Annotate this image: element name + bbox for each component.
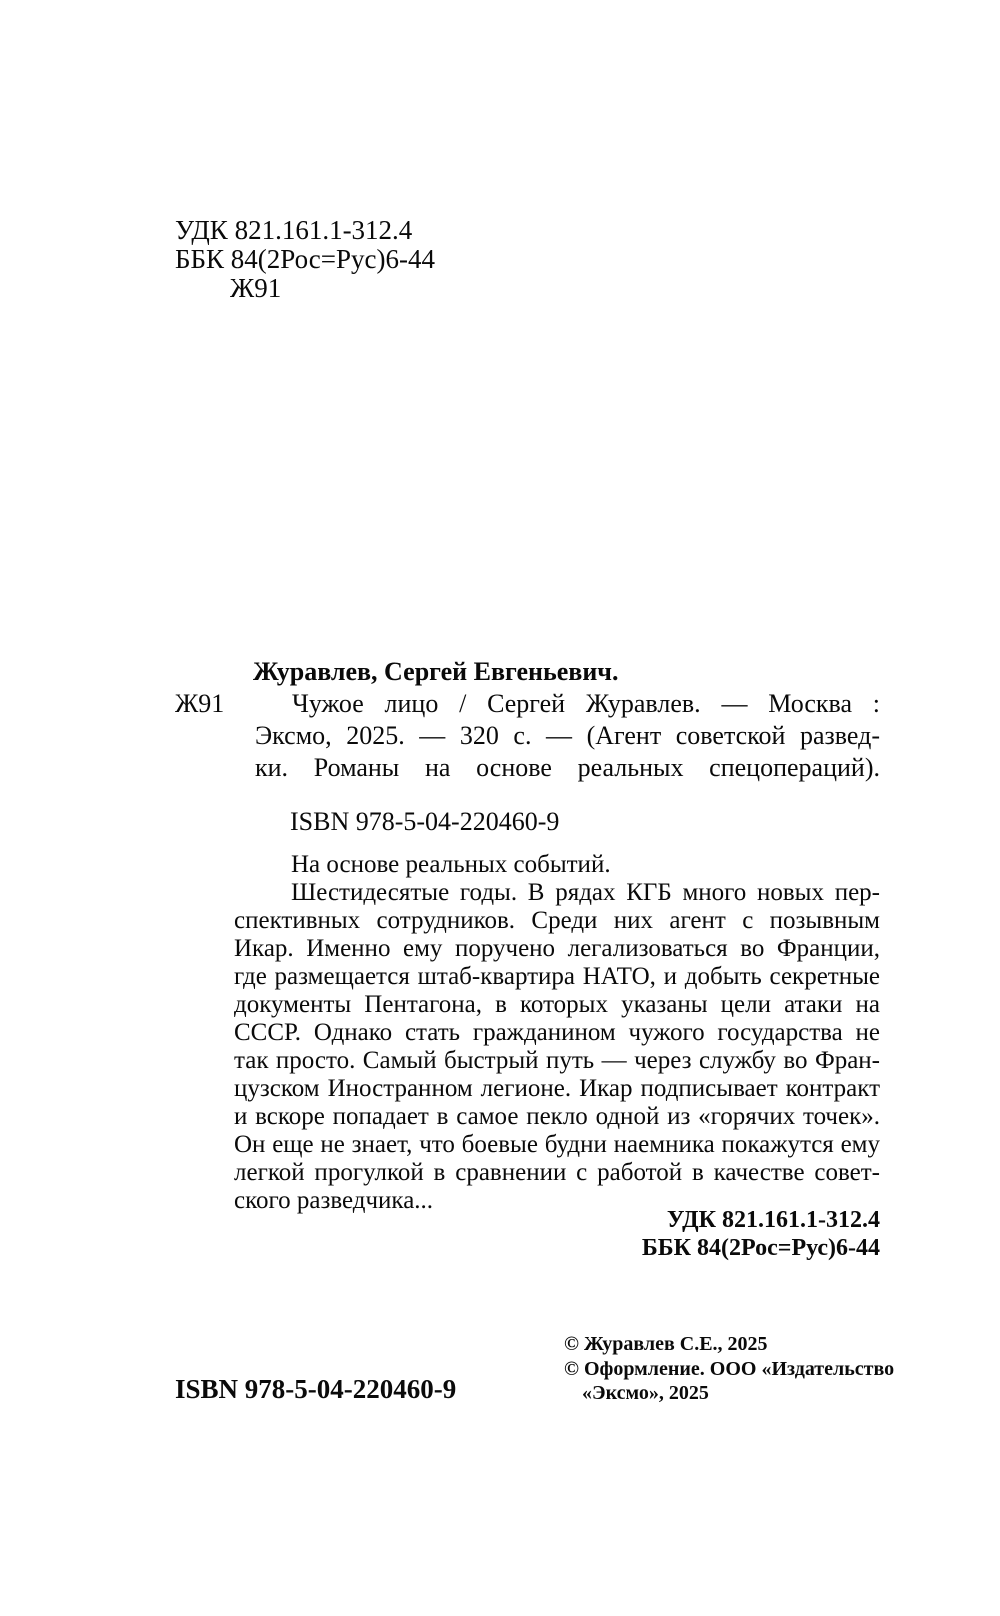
catalog-author-heading: Журавлев, Сергей Евгеньевич. — [253, 657, 619, 686]
copyright-line: © Оформление. ООО «Издательство — [564, 1357, 895, 1380]
catalog-card — [175, 656, 880, 784]
catalog-line: Чужое лицо / Сергей Журавлев. — Москва : — [292, 689, 880, 718]
bbk-line-bold: ББК 84(2Рос=Рус)6-44 — [641, 1235, 880, 1261]
annotation-line: так просто. Самый быстрый путь — через службу во Фран- — [234, 1047, 880, 1074]
annotation-tagline: На основе реальных событий. — [291, 851, 611, 878]
annotation-line: ского разведчика... — [234, 1187, 434, 1214]
udk-line-bold: УДК 821.161.1-312.4 — [666, 1207, 880, 1233]
catalog-description — [255, 688, 880, 784]
copyright-line: © Журавлев С.Е., 2025 — [564, 1333, 768, 1355]
annotation-line: где размещается штаб-квартира НАТО, и добыть секретные — [234, 963, 880, 990]
classification-header — [175, 216, 435, 303]
bbk-line: ББК 84(2Рос=Рус)6-44 — [175, 244, 435, 274]
classification-footer — [642, 1206, 880, 1262]
annotation-line: Он еще не знает, что боевые будни наемника покажутся ему — [234, 1131, 880, 1158]
annotation-line: документы Пентагона, в которых указаны цели атаки на — [234, 991, 880, 1018]
isbn-footer: ISBN 978-5-04-220460-9 — [175, 1374, 457, 1404]
author-sign-top: Ж91 — [230, 273, 282, 303]
isbn-catalog: ISBN 978-5-04-220460-9 — [290, 807, 560, 836]
annotation-line: спективных сотрудников. Среди них агент с позывным — [234, 907, 880, 934]
annotation-line: легкой прогулкой в сравнении с работой в качестве совет- — [234, 1159, 880, 1186]
catalog-line: ки. Романы на основе реальных спецопераций). — [255, 753, 880, 782]
catalog-line: Эксмо, 2025. — 320 с. — (Агент советской развед- — [255, 721, 880, 750]
annotation-block — [234, 851, 880, 1215]
annotation-line: цузском Иностранном легионе. Икар подписывает контракт — [234, 1075, 880, 1102]
udk-line: УДК 821.161.1-312.4 — [175, 215, 413, 245]
annotation-line: Шестидесятые годы. В рядах КГБ много новых пер- — [291, 879, 880, 906]
annotation-line: СССР. Однако стать гражданином чужого государства не — [234, 1019, 880, 1046]
annotation-line: и вскоре попадает в самое пекло одной из «горячих точек». — [234, 1103, 880, 1130]
copyright-block — [564, 1332, 894, 1406]
copyright-line: «Эксмо», 2025 — [582, 1382, 709, 1404]
annotation-line: Икар. Именно ему поручено легализоваться во Франции, — [234, 935, 880, 962]
author-sign-card: Ж91 — [175, 689, 225, 718]
